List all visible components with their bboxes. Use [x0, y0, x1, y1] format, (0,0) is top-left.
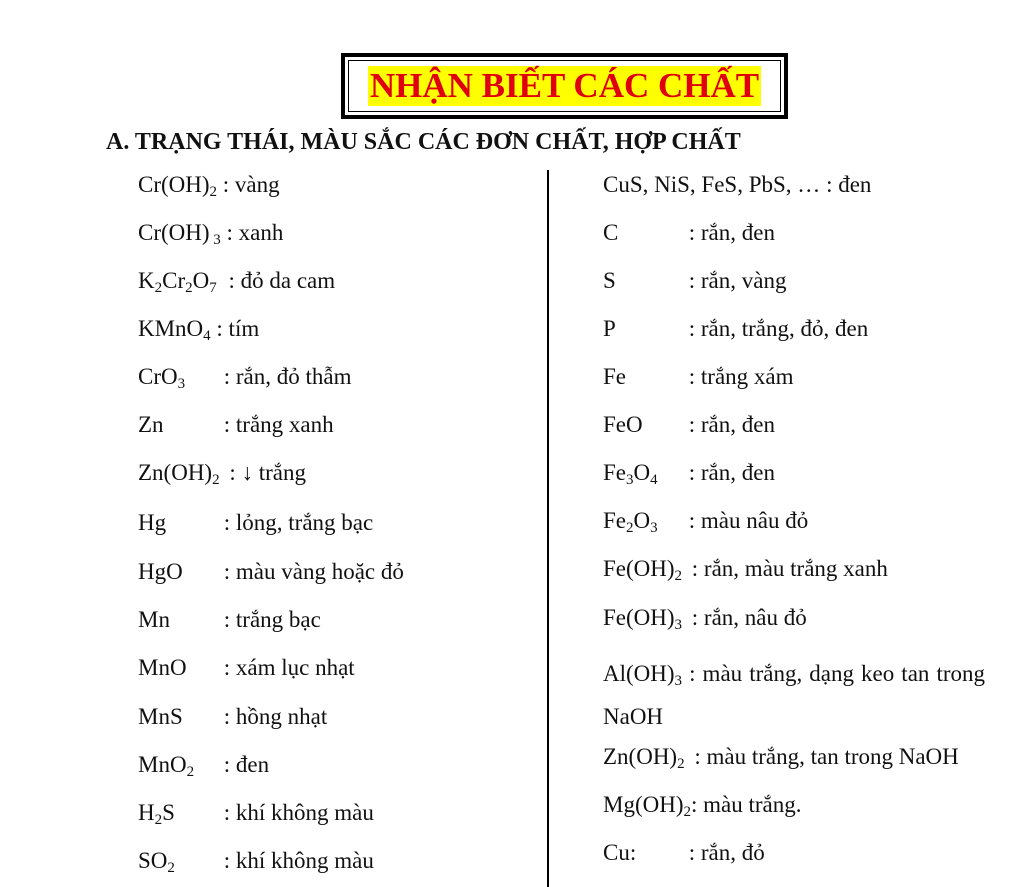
description: : đỏ da cam: [228, 268, 336, 293]
list-item: [603, 652, 985, 738]
formula: MnS: [138, 704, 183, 729]
description: : tím: [216, 316, 260, 341]
list-item: [603, 791, 802, 819]
description: : rắn, đỏ thẫm: [223, 364, 352, 389]
formula: MnO: [138, 655, 187, 680]
list-item: [603, 411, 775, 439]
description: : xanh: [226, 220, 284, 245]
formula: S: [603, 268, 616, 293]
formula: CrO$_3$: [138, 364, 186, 392]
formula: C: [603, 220, 619, 245]
title-inner-border: [348, 60, 781, 112]
formula: FeO: [603, 412, 643, 437]
list-item: [603, 315, 868, 343]
description: : màu trắng.: [691, 792, 802, 817]
formula: P: [603, 316, 616, 341]
formula: HgO: [138, 559, 183, 584]
list-item: [138, 847, 374, 875]
formula: $K_2Cr_2O_7$: [138, 268, 217, 296]
list-item: [138, 509, 373, 537]
formula: $Fe(OH)_2$: [603, 556, 683, 584]
list-item: [603, 459, 775, 487]
list-item: [603, 363, 794, 391]
page-title: NHẬN BIẾT CÁC CHẤT: [369, 66, 760, 105]
description: : rắn, màu trắng xanh: [691, 556, 888, 581]
formula: $Zn(OH)_2$: [138, 460, 220, 488]
formula: $Mg(OH)_2$: [603, 792, 691, 820]
list-item: [138, 363, 352, 391]
description: : lỏng, trắng bạc: [223, 510, 374, 535]
formula: $Cr(OH)_2$: [138, 172, 218, 200]
list-item: [603, 839, 765, 867]
column-divider: [547, 170, 549, 887]
description: : đen: [223, 752, 270, 777]
description: : vàng: [222, 172, 280, 197]
description: : trắng xám: [688, 364, 794, 389]
description: : trắng bạc: [223, 607, 321, 632]
description: : rắn, vàng: [688, 268, 787, 293]
formula: CuS, NiS, FeS, PbS, …: [603, 172, 821, 197]
description: : rắn, đỏ: [688, 840, 765, 865]
formula: Zn: [138, 412, 164, 437]
list-item: [138, 459, 306, 487]
list-item: [138, 558, 404, 586]
formula: $SO_2$: [138, 848, 175, 876]
list-item: [603, 604, 807, 632]
description: : hồng nhạt: [223, 704, 328, 729]
description: : màu vàng hoặc đỏ: [223, 559, 404, 584]
list-item: [138, 267, 335, 295]
description: : trắng xanh: [223, 412, 334, 437]
description: : màu trắng, dạng keo tan trong NaOH: [603, 661, 986, 729]
list-item: [138, 315, 259, 343]
formula: Mn: [138, 607, 170, 632]
formula: Cr(OH) $_3$: [138, 220, 221, 248]
list-item: [138, 654, 355, 682]
list-item: [138, 606, 321, 634]
formula: $Al(OH)_3$: [603, 661, 683, 689]
formula: $H_2S$: [138, 800, 175, 828]
list-item: [603, 171, 871, 199]
list-item: [603, 743, 959, 771]
formula: Fe: [603, 364, 626, 389]
list-item: [603, 267, 786, 295]
description: : rắn, trắng, đỏ, đen: [688, 316, 869, 341]
description: : rắn, đen: [688, 220, 775, 245]
description: : ↓ trắng: [229, 460, 306, 485]
list-item: [138, 703, 327, 731]
section-heading: A. TRẠNG THÁI, MÀU SẮC CÁC ĐƠN CHẤT, HỢP CHẤT: [106, 129, 741, 155]
description: : rắn, đen: [688, 460, 775, 485]
formula: KMnO$_4$: [138, 316, 211, 344]
formula: $Fe(OH)_3$: [603, 605, 683, 633]
description: : khí không màu: [223, 800, 374, 825]
formula: $Zn(OH)_2$: [603, 744, 685, 772]
formula: $Fe_3O_4$: [603, 460, 658, 488]
description: : màu trắng, tan trong NaOH: [694, 744, 959, 769]
list-item: [138, 751, 269, 779]
description: : khí không màu: [223, 848, 374, 873]
list-item: [138, 219, 283, 247]
list-item: [138, 799, 374, 827]
list-item: [603, 507, 808, 535]
formula: MnO$_2$: [138, 752, 195, 780]
list-item: [603, 555, 888, 583]
formula: Cu:: [603, 840, 637, 865]
description: : đen: [826, 172, 872, 197]
list-item: [603, 219, 775, 247]
description: : xám lục nhạt: [223, 655, 355, 680]
description: : rắn, nâu đỏ: [691, 605, 807, 630]
description: : rắn, đen: [688, 412, 775, 437]
list-item: [138, 411, 334, 439]
list-item: [138, 171, 280, 199]
title-box: [341, 53, 788, 119]
formula: Hg: [138, 510, 167, 535]
description: : màu nâu đỏ: [688, 508, 809, 533]
formula: $Fe_2O_3$: [603, 508, 658, 536]
